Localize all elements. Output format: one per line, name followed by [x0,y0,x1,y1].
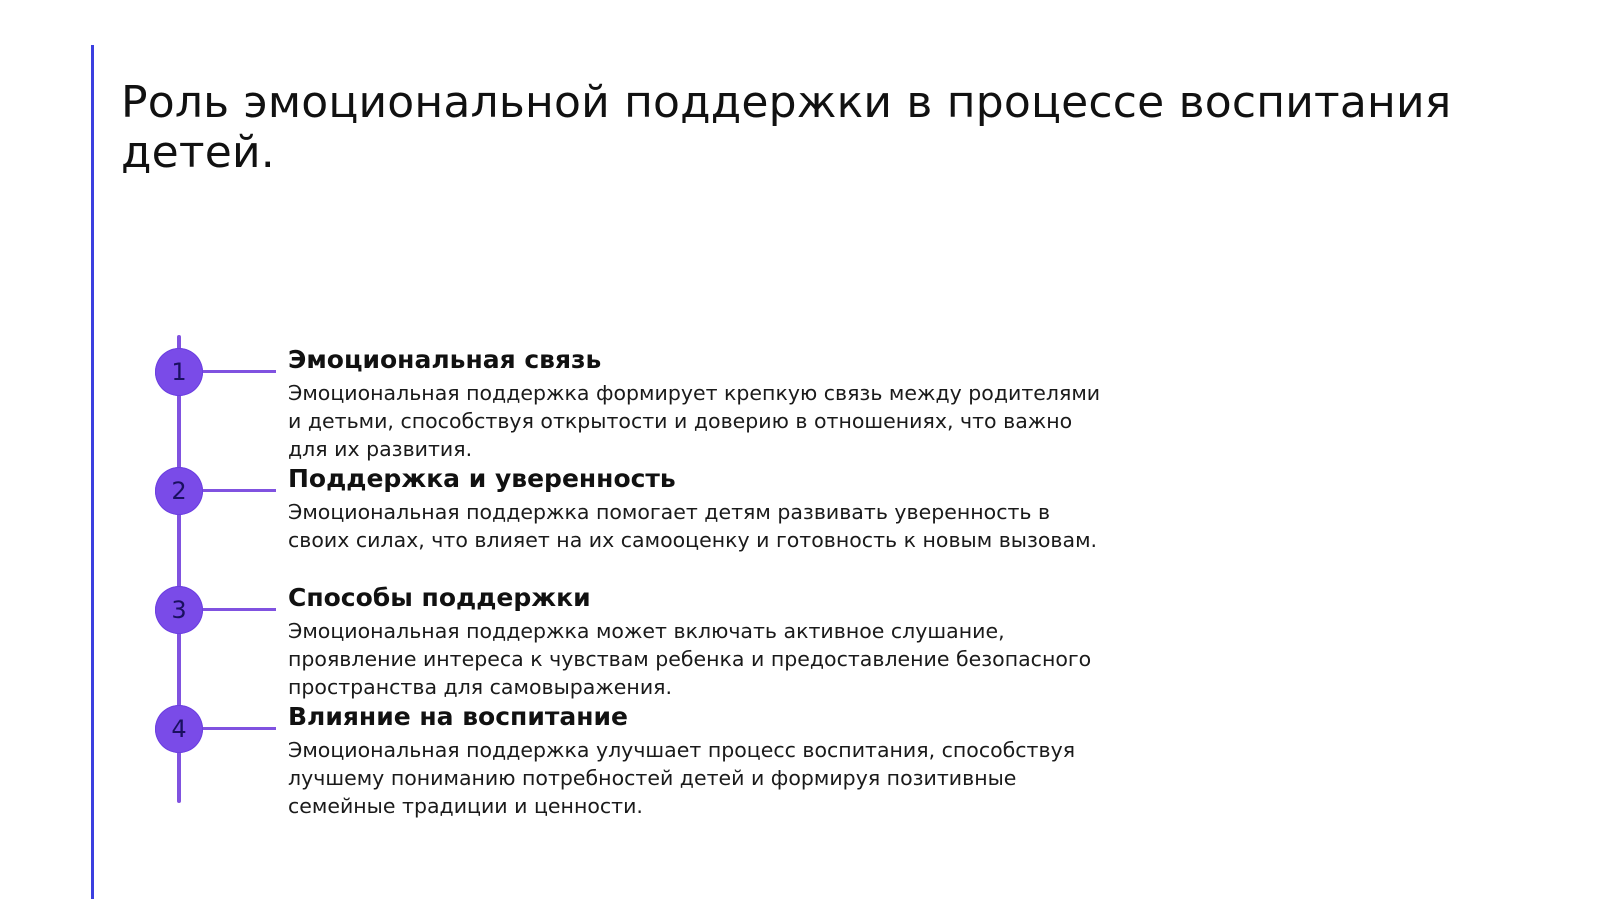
page-title: Роль эмоциональной поддержки в процессе воспитания детей. [121,77,1452,178]
step-number-badge: 1 [155,348,203,396]
step-connector [203,489,276,492]
step-description: Эмоциональная поддержка улучшает процесс воспитания, способствуя лучшему пониманию потребностей детей и формируя позитивные семейные традиции и ценности. [288,738,1076,818]
step-number-badge: 4 [155,705,203,753]
step-heading: Поддержка и уверенность [288,464,676,493]
step-heading: Способы поддержки [288,583,591,612]
step-description: Эмоциональная поддержка может включать активное слушание, проявление интереса к чувствам ребенка и предоставление безопасного пространства для самовыражения. [288,619,1092,699]
step-number-badge: 2 [155,467,203,515]
step-connector [203,370,276,373]
step-description: Эмоциональная поддержка формирует крепкую связь между родителями и детьми, способствуя открытости и доверию в отношениях, что важно для их развития. [288,381,1101,461]
step-heading: Эмоциональная связь [288,345,602,374]
step-description: Эмоциональная поддержка помогает детям развивать уверенность в своих силах, что влияет на их самооценку и готовность к новым вызовам. [288,500,1098,552]
step-connector [203,608,276,611]
step-number-badge: 3 [155,586,203,634]
step-heading: Влияние на воспитание [288,702,628,731]
step-connector [203,727,276,730]
